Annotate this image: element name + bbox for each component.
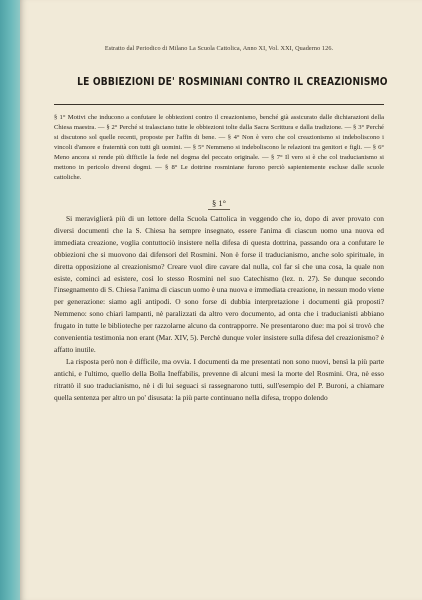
blue-cover-spine <box>0 0 20 600</box>
extract-header: Estratto dal Periodico di Milano La Scuola Cattolica, Anno XI, Vol. XXI, Quaderno 126. <box>104 45 334 52</box>
summary-text: § 1° Motivi che inducono a confutare le obbiezioni contro il creazionismo, benché già assicurato dalle dichiarazioni della Chiesa maestra. — § 2° Perché si tralasciano tutte le obbiezioni tolte dalla Sacra Scrittura e dalla tradizione. — § 3° Perché si discutono sol quelle recenti, proposte per l'affin di bene. — § 4° Non è vero che col creazionismo si indeboliscono i vincoli d'amore e fraternità con tutti gli uomini. — § 5° Nemmeno si indeboliscono le relazioni tra genitori e figli. — § 6° Meno ancora si rende più difficile la fede nel dogma del peccato originale. — § 7° Il vero si è che col traducianismo si mettono in pericolo diversi dogmi. — § 8° Le dottrine rosminiane furono perciò sapientemente escluse dalle scuole cattoliche. <box>54 114 384 181</box>
title-divider <box>54 104 384 105</box>
body-text <box>54 213 384 404</box>
document-page <box>20 0 422 600</box>
page-title: LE OBBIEZIONI DE' ROSMINIANI CONTRO IL CREAZIONISMO <box>77 76 388 88</box>
paragraph-2: La risposta però non è difficile, ma ovvia. I documenti da me presentati non sono nuovi, bensì la più parte antichi, e l'ultimo, quello della Bolla Ineffabilis, prevenne di alcuni mesi la morte del Rosmini. Ora, nè esso ritrattò il suo traducianismo, nè i di lui seguaci si rassegnarono tutti, sull'esempio del P. Buroni, a chiamare quella sentenza per altro un po' disusata: la più parte continuano nella difesa, troppo dolendo <box>54 356 384 402</box>
page-content <box>54 45 388 404</box>
section-summary <box>54 113 384 183</box>
paragraph-1: Si meraviglierà più di un lettore della Scuola Cattolica in veggendo che io, dopo di aver provato con diversi documenti che la S. Chiesa ha sempre insegnato, essere l'anima di ciascun uomo una nuova ed immediata creazione, voglia contuttociò insistere nella difesa di questa dottrina, passando ora a confutare le obbiezioni che si muovono dai difensori del Rosmini. Non è forse il traducianismo, anche solo spirituale, in diretta opposizione al creazionismo? Creare vuol dire cavare dal nulla, col far sì che una cosa, la quale non esiste, cominci ad esistere, così lo stesso Rosmini nel suo Catechismo (lez. n. 27). Se dunque secondo l'insegnamento di S. Chiesa l'anima di ciascun uomo è una nuova e immediata creazione, in nessun modo viene per generazione: siamo agli antipodi. O sono forse di dubbia interpretazione i documenti già proposti? Nemmeno: sono chiari lampanti, nè paralizzati da altro vero documento, ad onta che i traducianisti abbiano frugato in tutte le biblioteche per razzolarne alcuno da contrapporre. Ne presentarono due: ma poi si trovò che convenientia testimonia non erant (Mar. XIV, 5). Perchè dunque voler insistere sulla difesa del creazionismo? è affatto inutile. <box>54 214 384 354</box>
section-heading <box>54 198 384 210</box>
section-label: § 1° <box>208 198 230 210</box>
